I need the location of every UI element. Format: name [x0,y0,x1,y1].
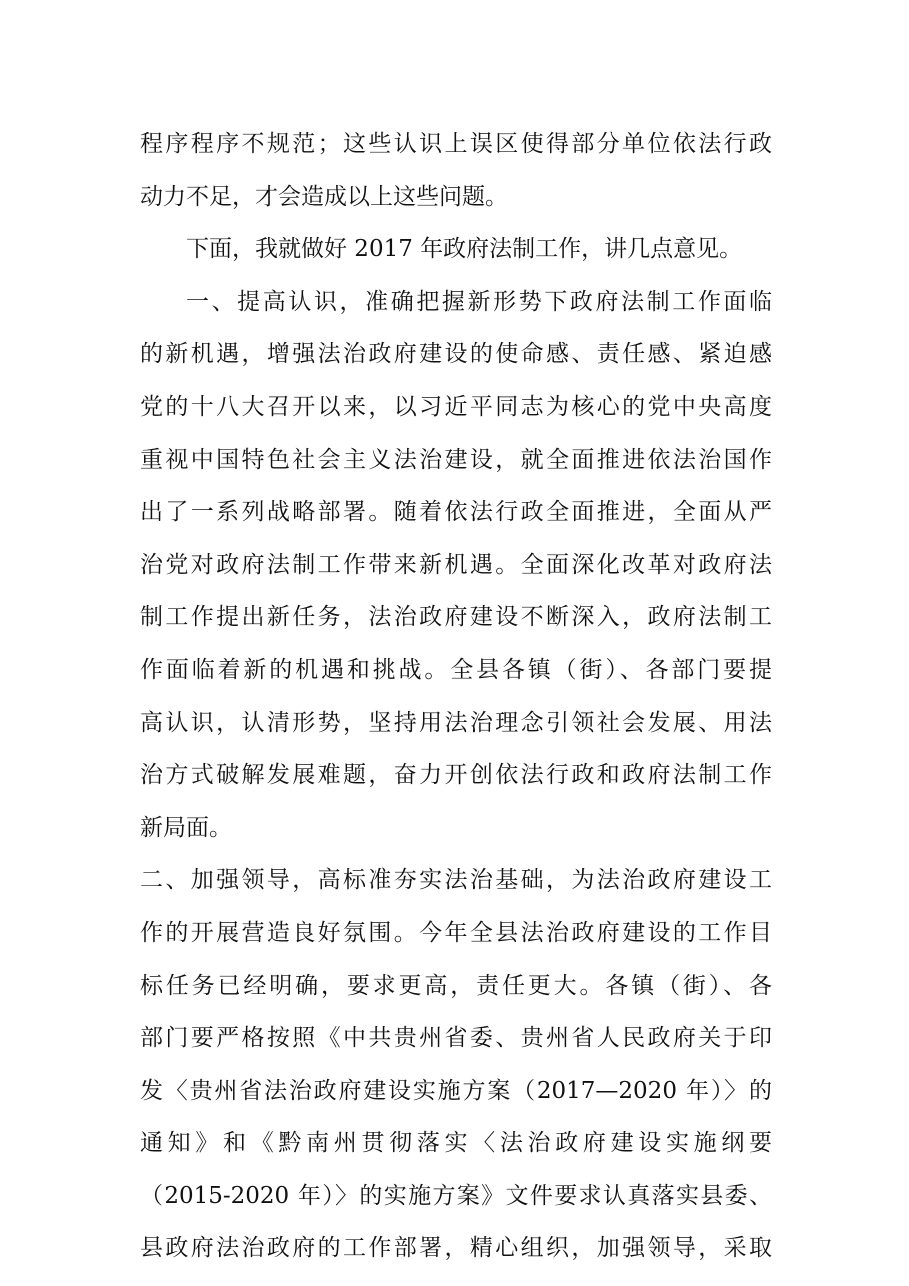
text-line: 党的十八大召开以来，以习近平同志为核心的党中央高度 [140,393,772,420]
text-line: 一、提高认识，准确把握新形势下政府法制工作面临 [186,288,772,315]
text-line: 县政府法治政府的工作部署，精心组织，加强领导，采取 [140,1235,772,1262]
text-line: 制工作提出新任务，法治政府建设不断深入，政府法制工 [140,604,772,631]
text-line: 程序程序不规范；这些认识上误区使得部分单位依法行政 [140,131,772,157]
text-line: 部门要严格按照《中共贵州省委、贵州省人民政府关于印 [140,1025,772,1052]
text-line: 治党对政府法制工作带来新机遇。全面深化改革对政府法 [140,551,772,578]
text-line: 高认识，认清形势，坚持用法治理念引领社会发展、用法 [140,709,772,736]
text-line: 发〈贵州省法治政府建设实施方案（2017—2020 年）〉的 [140,1077,772,1104]
text-line: 出了一系列战略部署。随着依法行政全面推进，全面从严 [140,499,772,526]
text-line: 标任务已经明确，要求更高，责任更大。各镇（街）、各 [140,972,772,999]
text-line: （2015-2020 年）〉的实施方案》文件要求认真落实县委、 [140,1182,772,1209]
text-line: 二、加强领导，高标准夯实法治基础，为法治政府建设工 [140,867,772,894]
text-line: 下面，我就做好 2017 年政府法制工作，讲几点意见。 [186,236,743,263]
text-line: 作的开展营造良好氛围。今年全县法治政府建设的工作目 [140,919,772,946]
text-line: 的新机遇，增强法治政府建设的使命感、责任感、紧迫感 [140,341,772,368]
text-line: 重视中国特色社会主义法治建设，就全面推进依法治国作 [140,446,772,473]
text-line: 治方式破解发展难题，奋力开创依法行政和政府法制工作 [140,762,772,789]
text-line: 新局面。 [140,814,232,841]
text-line: 作面临着新的机遇和挑战。全县各镇（街）、各部门要提 [140,656,772,683]
text-line: 通知》和《黔南州贯彻落实〈法治政府建设实施纲要 [140,1130,772,1157]
text-line: 动力不足，才会造成以上这些问题。 [140,183,508,210]
body-text [140,118,772,1275]
